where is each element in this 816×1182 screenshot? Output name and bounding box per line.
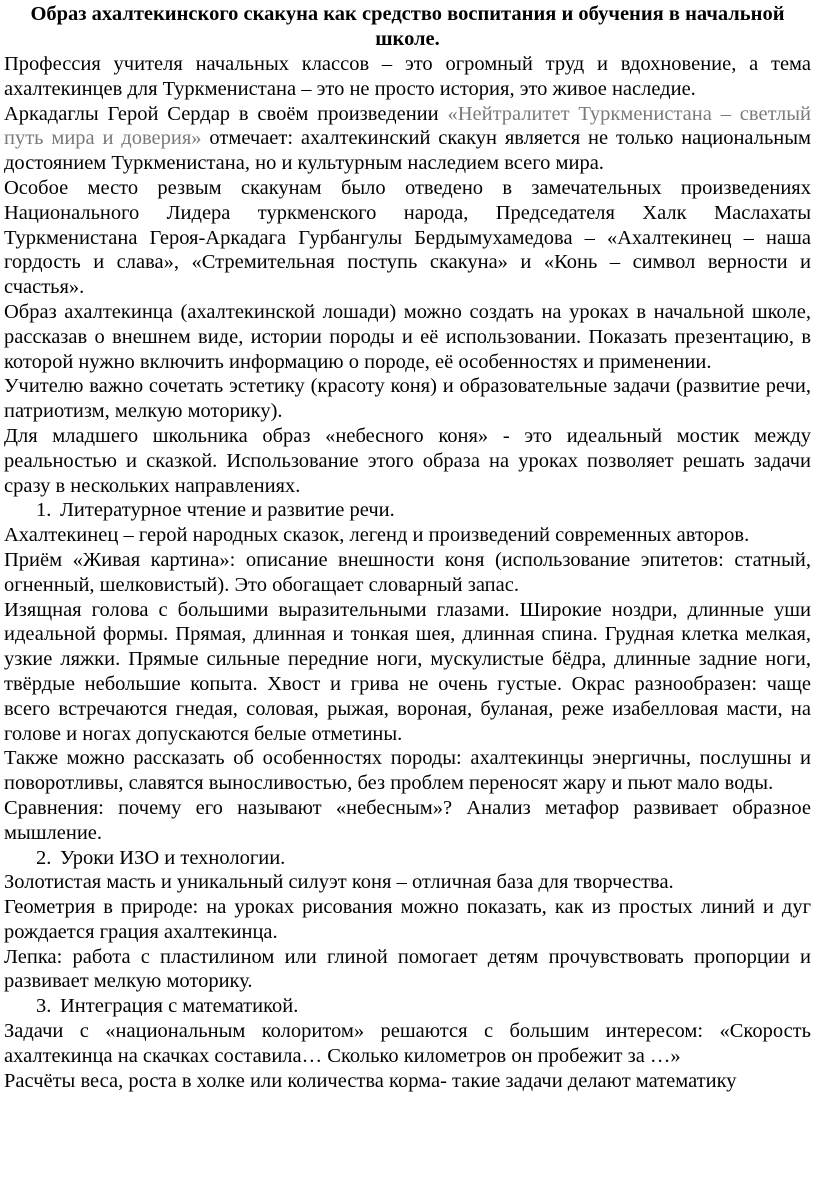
- paragraph-math-tasks: Задачи с «национальным колоритом» решаются с большим интересом: «Скорость ахалтекинца на скачках составила… Сколько километров он пробежит за …»: [4, 1020, 811, 1067]
- paragraph-intro: Профессия учителя начальных классов – это огромный труд и вдохновение, а тема ахалтекинцев для Туркменистана – это не просто история, это живое наследие.: [4, 53, 811, 100]
- list-item-math: [4, 994, 811, 1019]
- paragraph-comparisons: Сравнения: почему его называют «небесным»? Анализ метафор развивает образное мышление.: [4, 796, 811, 844]
- paragraph-hero-tales: Ахалтекинец – герой народных сказок, легенд и произведений современных авторов.: [4, 524, 750, 547]
- paragraph-arkadagly-end: отмечает: ахалтекинский скакун является не только национальным достоянием Туркменистана, но и культурным наследием всего мира.: [4, 127, 812, 175]
- list-item-literature: [4, 498, 811, 523]
- paragraph-calculations: Расчёты веса, роста в холке или количества корма- такие задачи делают математику: [4, 1069, 737, 1092]
- paragraph-national-leader: Особое место резвым скакунам было отведено в замечательных произведениях Национального Лидера туркменского народа, Председателя Халк Маслахаты Туркменистана Героя-Аркадага Гурбангулы Бердымухамедова – «Ахалтекинец – наша гордость и слава», «Стремительная поступь скакуна» и «Конь – символ верности и счастья».: [4, 176, 811, 299]
- paragraph-live-picture: Приём «Живая картина»: описание внешности коня (использование эпитетов: статный, огненный, шелковистый). Это обогащает словарный запас.: [4, 548, 811, 596]
- paragraph-lesson-image: Образ ахалтекинца (ахалтекинской лошади) можно создать на уроках в начальной школе, рассказав о внешнем виде, истории породы и её использовании. Показать презентацию, в которой нужно включить информацию о породе, её особенностях и применении.: [4, 300, 811, 373]
- list-item-text: Литературное чтение и развитие речи.: [60, 499, 395, 522]
- paragraph-golden-color: Золотистая масть и уникальный силуэт коня – отличная база для творчества.: [4, 871, 674, 894]
- list-number: 2.: [36, 846, 52, 869]
- list-number: 1.: [36, 499, 52, 522]
- paragraph-breed-features: Также можно рассказать об особенностях породы: ахалтекинцы энергичны, послушны и поворотливы, славятся выносливостью, без проблем переносят жару и пьют мало воды.: [4, 747, 811, 795]
- book-title-quote: «Нейтралитет Туркменистана – светлый путь мира и доверия»: [4, 102, 811, 150]
- list-item-text: Уроки ИЗО и технологии.: [60, 846, 286, 869]
- list-number: 3.: [36, 995, 52, 1018]
- paragraph-heavenly-horse: Для младшего школьника образ «небесного коня» - это идеальный мостик между реальностью и сказкой. Использование этого образа на уроках позволяет решать задачи сразу в нескольких направлениях.: [4, 424, 811, 497]
- document-title: Образ ахалтекинского скакуна как средство воспитания и обучения в начальной школе.: [30, 3, 785, 50]
- paragraph-appearance: Изящная голова с большими выразительными глазами. Широкие ноздри, длинные уши идеальной формы. Прямая, длинная и тонкая шея, длинная спина. Грудная клетка мелкая, узкие ляжки. Прямые сильные передние ноги, мускулистые бёдра, длинные задние ноги, твёрдые небольшие копыта. Хвост и грива не очень густые. Окрас разнообразен: чаще всего встречаются гнедая, соловая, рыжая, вороная, буланая, реже изабелловая масти, на голове и ногах допускаются белые отметины.: [4, 598, 811, 745]
- paragraph-teacher-goals: Учителю важно сочетать эстетику (красоту коня) и образовательные задачи (развитие речи, патриотизм, мелкую моторику).: [4, 375, 811, 423]
- paragraph-geometry: Геометрия в природе: на уроках рисования можно показать, как из простых линий и дуг рождается грация ахалтекинца.: [4, 896, 811, 943]
- paragraph-arkadagly-start: Аркадаглы Герой Сердар в своём произведении: [4, 102, 448, 125]
- paragraph-arkadagly: [4, 102, 811, 176]
- paragraph-modeling: Лепка: работа с пластилином или глиной помогает детям прочувствовать пропорции и развивает мелкую моторику.: [4, 945, 811, 993]
- list-item-text: Интеграция с математикой.: [60, 995, 299, 1018]
- list-item-art: [4, 846, 811, 871]
